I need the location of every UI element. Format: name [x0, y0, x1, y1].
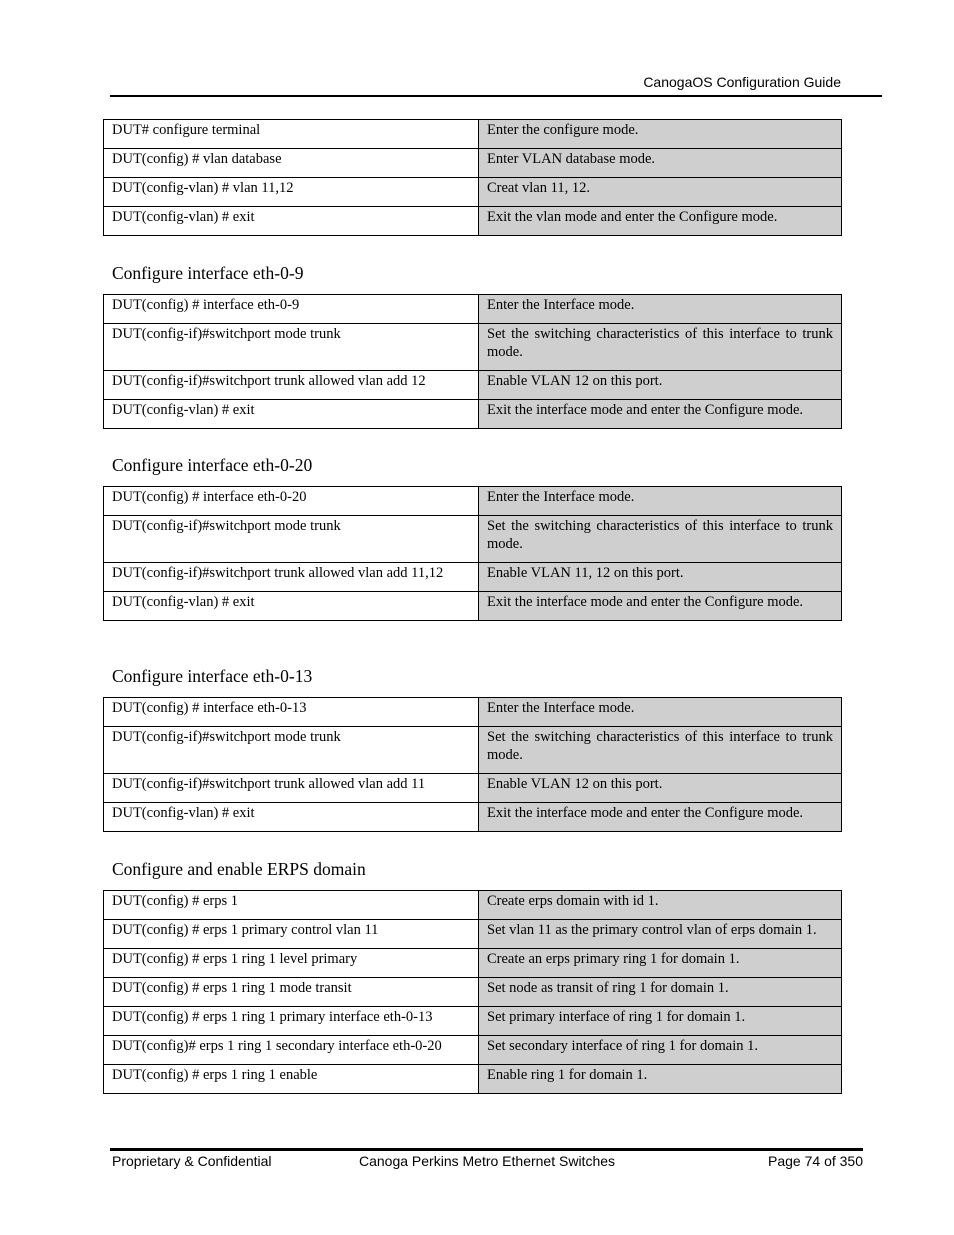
footer-center: Canoga Perkins Metro Ethernet Switches — [359, 1153, 616, 1169]
table-row — [104, 295, 842, 324]
table-row — [104, 516, 842, 563]
section-heading: Configure interface eth-0-13 — [112, 666, 313, 686]
description-cell: Set the switching characteristics of this interface to trunk mode. — [479, 516, 842, 563]
table-row — [104, 803, 842, 832]
command-cell: DUT(config-if)#switchport trunk allowed vlan add 12 — [104, 371, 479, 400]
erps-domain-table — [103, 890, 842, 1094]
page-number: Page 74 of 350 — [768, 1153, 863, 1169]
description-cell: Enable ring 1 for domain 1. — [479, 1065, 842, 1094]
table-row — [104, 1065, 842, 1094]
table-row — [104, 178, 842, 207]
command-cell: DUT(config) # interface eth-0-9 — [104, 295, 479, 324]
command-cell: DUT(config-if)#switchport mode trunk — [104, 324, 479, 371]
command-cell: DUT(config)# erps 1 ring 1 secondary interface eth-0-20 — [104, 1036, 479, 1065]
description-cell: Enter the Interface mode. — [479, 698, 842, 727]
description-cell: Enable VLAN 12 on this port. — [479, 371, 842, 400]
description-cell: Set the switching characteristics of this interface to trunk mode. — [479, 324, 842, 371]
command-cell: DUT(config) # erps 1 — [104, 891, 479, 920]
description-cell: Set the switching characteristics of this interface to trunk mode. — [479, 727, 842, 774]
command-cell: DUT(config-vlan) # vlan 11,12 — [104, 178, 479, 207]
table-row — [104, 920, 842, 949]
command-cell: DUT(config) # interface eth-0-13 — [104, 698, 479, 727]
command-cell: DUT(config) # erps 1 ring 1 mode transit — [104, 978, 479, 1007]
description-cell: Enable VLAN 11, 12 on this port. — [479, 563, 842, 592]
description-cell: Set vlan 11 as the primary control vlan of erps domain 1. — [479, 920, 842, 949]
description-cell: Enter the Interface mode. — [479, 295, 842, 324]
table-row — [104, 487, 842, 516]
command-cell: DUT(config) # erps 1 ring 1 level primary — [104, 949, 479, 978]
command-cell: DUT(config) # erps 1 ring 1 enable — [104, 1065, 479, 1094]
description-cell: Set secondary interface of ring 1 for domain 1. — [479, 1036, 842, 1065]
table-row — [104, 949, 842, 978]
table-row — [104, 891, 842, 920]
command-cell: DUT(config) # erps 1 ring 1 primary interface eth-0-13 — [104, 1007, 479, 1036]
description-cell: Create an erps primary ring 1 for domain 1. — [479, 949, 842, 978]
footer-rule — [110, 1148, 863, 1151]
vlan-database-table — [103, 119, 842, 236]
description-cell: Enter the Interface mode. — [479, 487, 842, 516]
section-heading: Configure interface eth-0-9 — [112, 263, 304, 283]
table-row — [104, 149, 842, 178]
command-cell: DUT(config-vlan) # exit — [104, 592, 479, 621]
description-cell: Set node as transit of ring 1 for domain 1. — [479, 978, 842, 1007]
eth-0-20-table — [103, 486, 842, 621]
section-heading: Configure interface eth-0-20 — [112, 455, 313, 475]
description-cell: Exit the interface mode and enter the Configure mode. — [479, 803, 842, 832]
command-cell: DUT(config-vlan) # exit — [104, 803, 479, 832]
command-cell: DUT(config-if)#switchport mode trunk — [104, 516, 479, 563]
running-header-title: CanogaOS Configuration Guide — [643, 74, 841, 90]
table-row — [104, 698, 842, 727]
command-cell: DUT# configure terminal — [104, 120, 479, 149]
eth-0-13-table — [103, 697, 842, 832]
table-row — [104, 120, 842, 149]
description-cell: Exit the interface mode and enter the Configure mode. — [479, 592, 842, 621]
command-cell: DUT(config-vlan) # exit — [104, 207, 479, 236]
description-cell: Enter the configure mode. — [479, 120, 842, 149]
description-cell: Enable VLAN 12 on this port. — [479, 774, 842, 803]
description-cell: Create erps domain with id 1. — [479, 891, 842, 920]
table-row — [104, 592, 842, 621]
command-cell: DUT(config-if)#switchport mode trunk — [104, 727, 479, 774]
footer-left: Proprietary & Confidential — [112, 1153, 272, 1169]
table-row — [104, 563, 842, 592]
command-cell: DUT(config-if)#switchport trunk allowed vlan add 11,12 — [104, 563, 479, 592]
table-row — [104, 978, 842, 1007]
table-row — [104, 1036, 842, 1065]
table-row — [104, 371, 842, 400]
table-row — [104, 727, 842, 774]
description-cell: Exit the vlan mode and enter the Configure mode. — [479, 207, 842, 236]
description-cell: Set primary interface of ring 1 for domain 1. — [479, 1007, 842, 1036]
table-row — [104, 400, 842, 429]
command-cell: DUT(config) # erps 1 primary control vlan 11 — [104, 920, 479, 949]
table-row — [104, 324, 842, 371]
header-rule — [110, 95, 882, 97]
table-row — [104, 1007, 842, 1036]
table-row — [104, 774, 842, 803]
eth-0-9-table — [103, 294, 842, 429]
description-cell: Enter VLAN database mode. — [479, 149, 842, 178]
description-cell: Creat vlan 11, 12. — [479, 178, 842, 207]
section-heading: Configure and enable ERPS domain — [112, 859, 366, 879]
description-cell: Exit the interface mode and enter the Configure mode. — [479, 400, 842, 429]
command-cell: DUT(config-vlan) # exit — [104, 400, 479, 429]
command-cell: DUT(config) # vlan database — [104, 149, 479, 178]
table-row — [104, 207, 842, 236]
command-cell: DUT(config) # interface eth-0-20 — [104, 487, 479, 516]
command-cell: DUT(config-if)#switchport trunk allowed vlan add 11 — [104, 774, 479, 803]
